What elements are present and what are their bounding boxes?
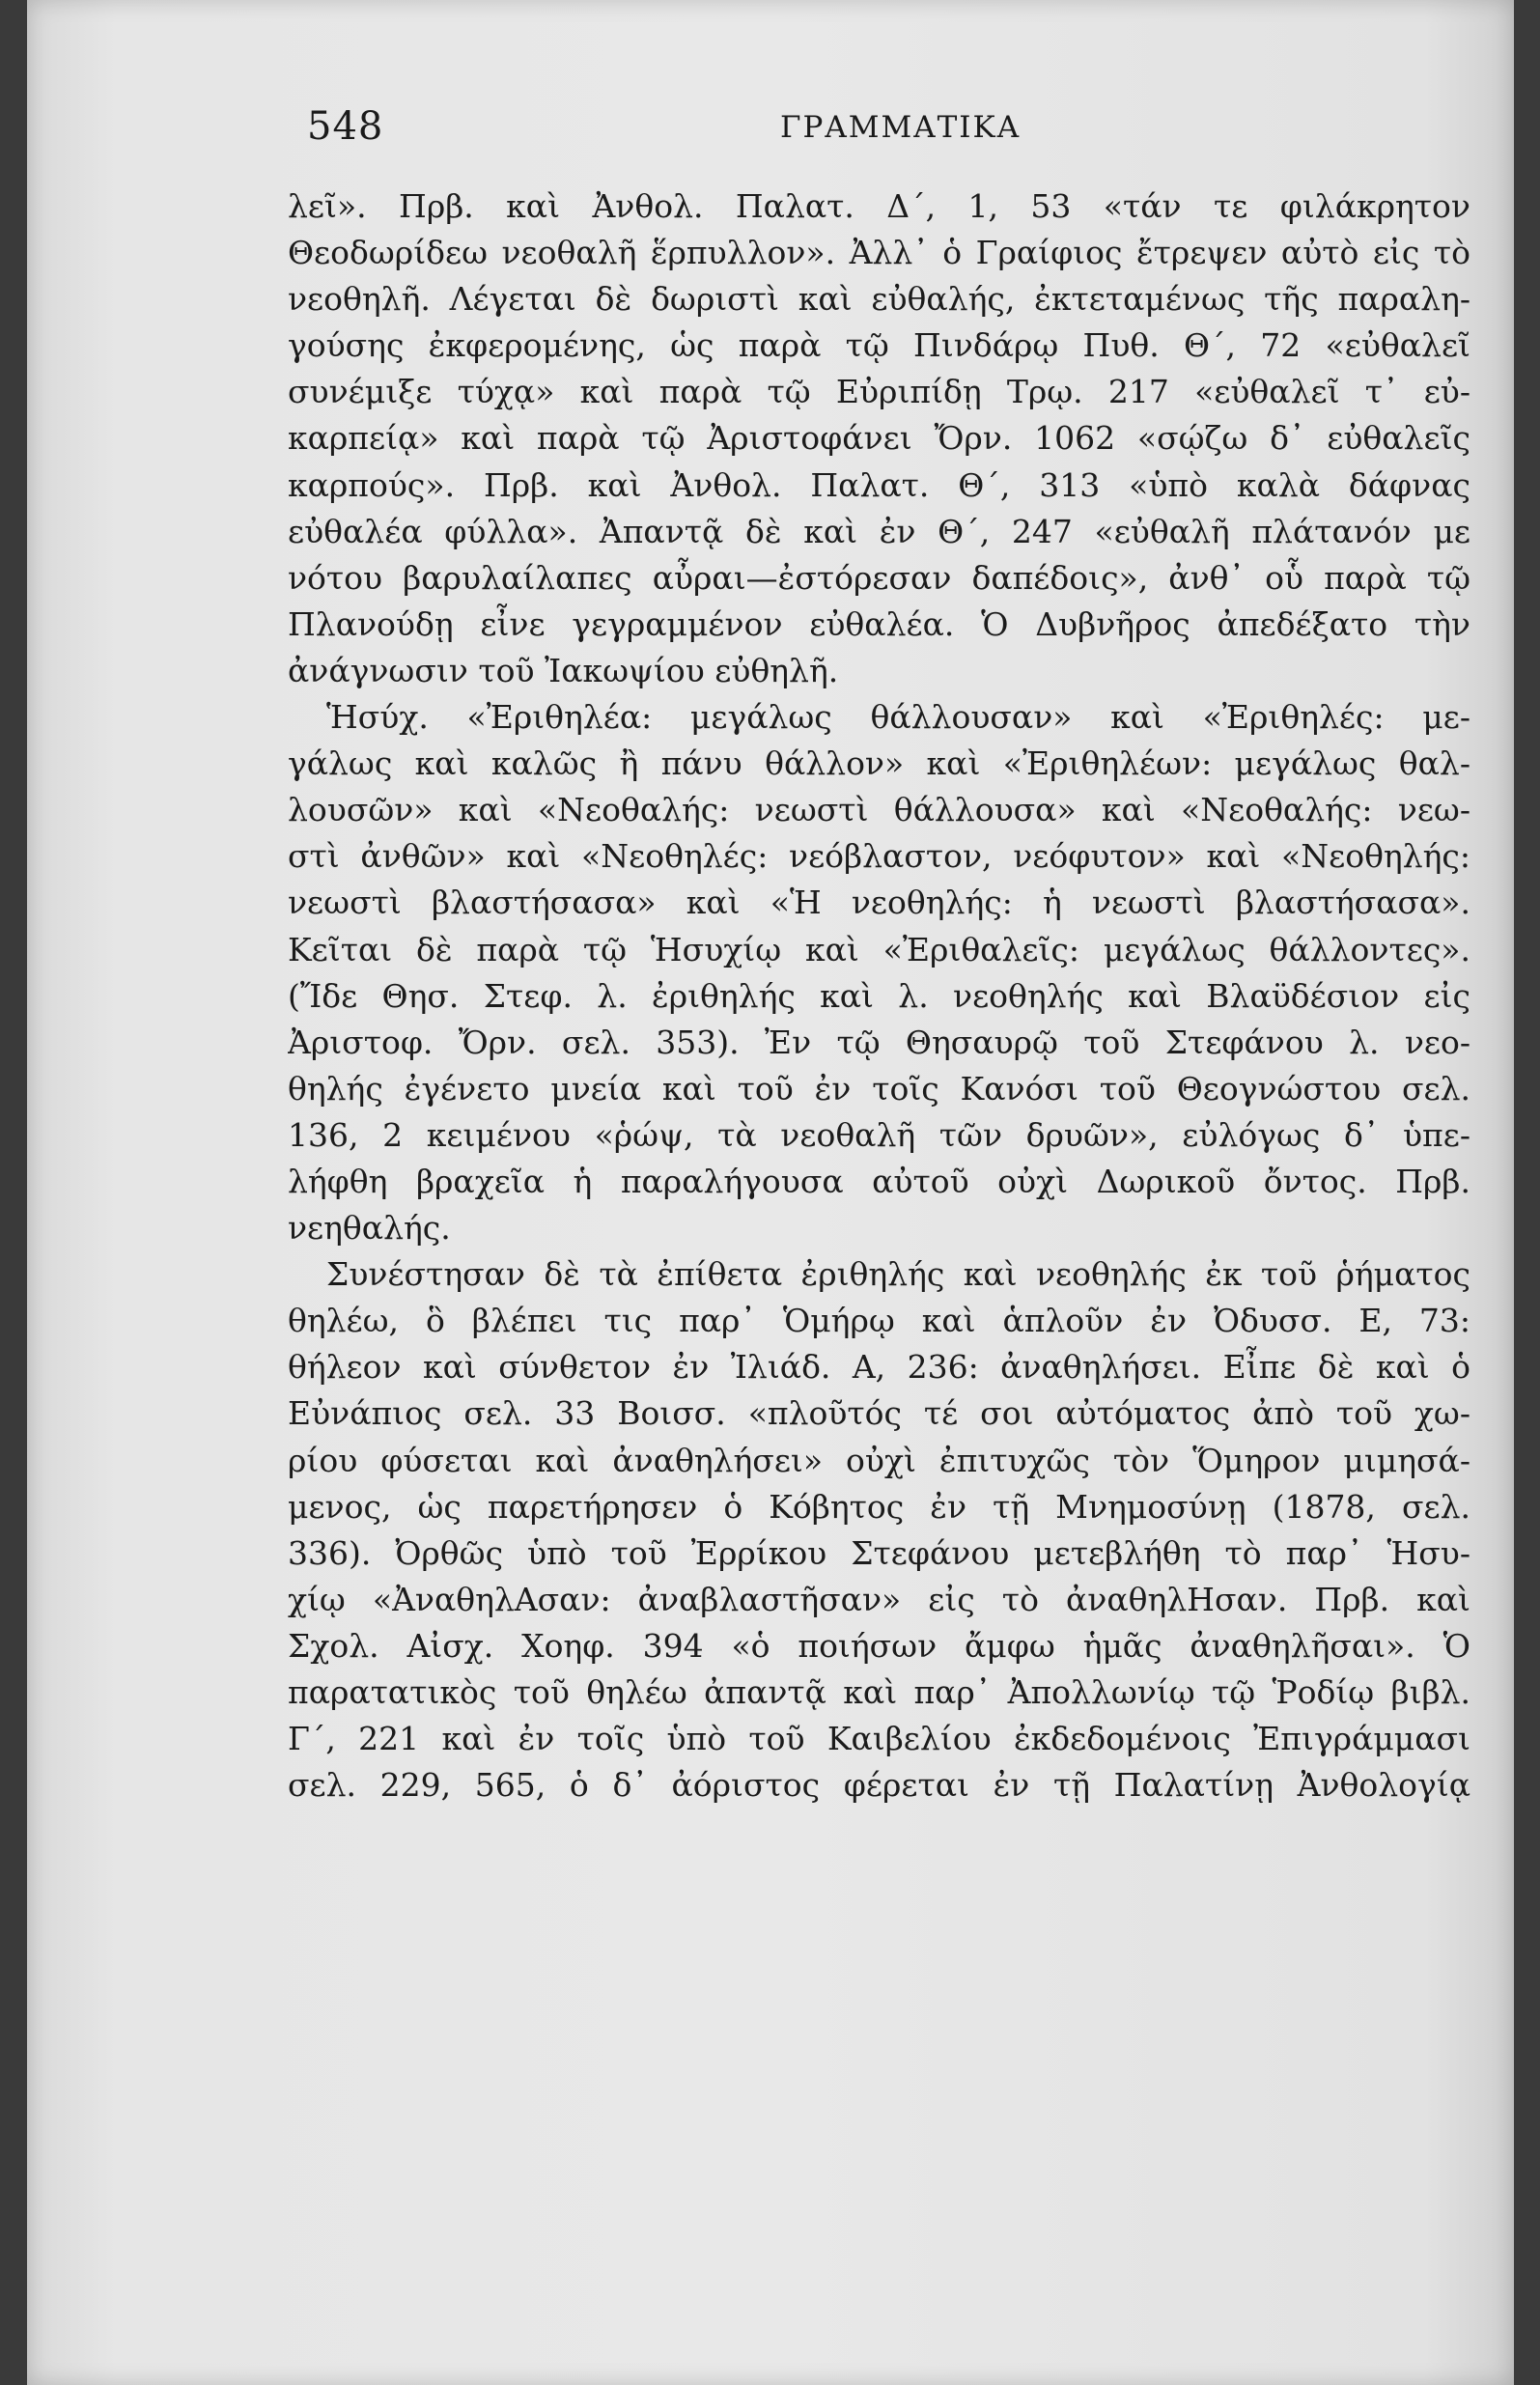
- text-line: θηλής ἐγένετο μνεία καὶ τοῦ ἐν τοῖς Κανόσι τοῦ Θεογνώστου σελ.: [288, 1069, 1470, 1108]
- text-line: ἀνάγνωσιν τοῦ Ἰακωψίου εὐθηλῆ.: [288, 651, 839, 689]
- text-line: Εὐνάπιος σελ. 33 Βοισσ. «πλοῦτός τέ σοι αὐτόματος ἀπὸ τοῦ χω-: [288, 1394, 1470, 1433]
- text-line: (Ἴδε Θησ. Στεφ. λ. ἐριθηλής καὶ λ. νεοθηλής καὶ Βλαϋδέσιον εἰς: [288, 976, 1470, 1015]
- text-line: Γ΄, 221 καὶ ἐν τοῖς ὑπὸ τοῦ Καιβελίου ἐκδεδομένοις Ἐπιγράμμασι: [288, 1720, 1470, 1758]
- text-line: λήφθη βραχεῖα ἡ παραλήγουσα αὐτοῦ οὐχὶ Δωρικοῦ ὄντος. Πρβ.: [288, 1162, 1470, 1200]
- text-line: παρατατικὸς τοῦ θηλέω ἀπαντᾷ καὶ παρ᾽ Ἀπολλωνίῳ τῷ Ῥοδίῳ βιβλ.: [288, 1673, 1470, 1711]
- text-line: νεοθηλῆ. Λέγεται δὲ δωριστὶ καὶ εὐθαλής, ἐκτεταμένως τῆς παραλη-: [288, 280, 1470, 319]
- running-title: ΓΡΑΜΜΑΤΙΚΑ: [780, 110, 1022, 145]
- text-line: Ἡσύχ. «Ἐριθηλέα: μεγάλως θάλλουσαν» καὶ «Ἐριθηλές: με-: [326, 698, 1470, 737]
- book-page: [27, 0, 1514, 2385]
- text-line: καρπείᾳ» καὶ παρὰ τῷ Ἀριστοφάνει Ὄρν. 1062 «σῴζω δ᾽ εὐθαλεῖς: [288, 419, 1470, 458]
- text-line: θηλέω, ὃ βλέπει τις παρ᾽ Ὁμήρῳ καὶ ἁπλοῦν ἐν Ὀδυσσ. Ε, 73:: [288, 1302, 1470, 1340]
- text-line: λουσῶν» καὶ «Νεοθαλής: νεωστὶ θάλλουσα» καὶ «Νεοθαλής: νεω-: [288, 791, 1470, 829]
- text-line: Σχολ. Αἰσχ. Χοηφ. 394 «ὁ ποιήσων ἄμφω ἡμᾶς ἀναθηλῆσαι». Ὁ: [288, 1626, 1470, 1665]
- text-line: ρίου φύσεται καὶ ἀναθηλήσει» οὐχὶ ἐπιτυχῶς τὸν Ὅμηρον μιμησά-: [288, 1441, 1470, 1479]
- page-header: [307, 104, 1456, 162]
- body-text: [288, 183, 1470, 1809]
- text-line: Ἀριστοφ. Ὄρν. σελ. 353). Ἐν τῷ Θησαυρῷ τοῦ Στεφάνου λ. νεο-: [288, 1023, 1470, 1061]
- text-line: συνέμιξε τύχᾳ» καὶ παρὰ τῷ Εὐριπίδῃ Τρῳ. 217 «εὐθαλεῖ τ᾽ εὐ-: [288, 373, 1470, 411]
- text-line: καρπούς». Πρβ. καὶ Ἀνθολ. Παλατ. Θ΄, 313 «ὑπὸ καλὰ δάφνας: [288, 465, 1470, 504]
- text-line: γάλως καὶ καλῶς ἢ πάνυ θάλλον» καὶ «Ἐριθηλέων: μεγάλως θαλ-: [288, 744, 1470, 783]
- text-line: Κεῖται δὲ παρὰ τῷ Ἡσυχίῳ καὶ «Ἐριθαλεῖς: μεγάλως θάλλοντες».: [288, 930, 1470, 968]
- text-line: 336). Ὀρθῶς ὑπὸ τοῦ Ἐρρίκου Στεφάνου μετεβλήθη τὸ παρ᾽ Ἡσυ-: [288, 1533, 1470, 1572]
- text-line: νεηθαλής.: [288, 1209, 451, 1248]
- text-line: 136, 2 κειμένου «ῥώψ, τὰ νεοθαλῆ τῶν δρυῶν», εὐλόγως δ᾽ ὑπε-: [288, 1115, 1470, 1154]
- page-number: 548: [307, 104, 384, 149]
- text-line: Πλανούδῃ εἶνε γεγραμμένον εὐθαλέα. Ὁ Δυβνῆρος ἀπεδέξατο τὴν: [288, 604, 1470, 643]
- text-line: στὶ ἀνθῶν» καὶ «Νεοθηλές: νεόβλαστον, νεόφυτον» καὶ «Νεοθηλής:: [288, 837, 1470, 876]
- text-line: νότου βαρυλαίλαπες αὖραι—ἐστόρεσαν δαπέδοις», ἀνθ᾽ οὗ παρὰ τῷ: [288, 558, 1470, 597]
- text-line: σελ. 229, 565, ὁ δ᾽ ἀόριστος φέρεται ἐν τῇ Παλατίνῃ Ἀνθολογίᾳ: [288, 1766, 1470, 1805]
- text-line: θήλεον καὶ σύνθετον ἐν Ἰλιάδ. Α, 236: ἀναθηλήσει. Εἶπε δὲ καὶ ὁ: [288, 1348, 1470, 1387]
- text-line: χίῳ «ἈναθηλΑσαν: ἀναβλαστῆσαν» εἰς τὸ ἀναθηλΗσαν. Πρβ. καὶ: [288, 1580, 1470, 1618]
- text-line: Συνέστησαν δὲ τὰ ἐπίθετα ἐριθηλής καὶ νεοθηλής ἐκ τοῦ ῥήματος: [326, 1255, 1470, 1294]
- text-line: μενος, ὡς παρετήρησεν ὁ Κόβητος ἐν τῇ Μνημοσύνῃ (1878, σελ.: [288, 1487, 1470, 1526]
- text-line: λεῖ». Πρβ. καὶ Ἀνθολ. Παλατ. Δ΄, 1, 53 «τάν τε φιλάκρητον: [288, 187, 1470, 225]
- text-line: Θεοδωρίδεω νεοθαλῆ ἕρπυλλον». Ἀλλ᾽ ὁ Γραίφιος ἔτρεψεν αὐτὸ εἰς τὸ: [288, 234, 1470, 272]
- text-line: γούσης ἐκφερομένης, ὡς παρὰ τῷ Πινδάρῳ Πυθ. Θ΄, 72 «εὐθαλεῖ: [288, 326, 1470, 365]
- text-line: εὐθαλέα φύλλα». Ἀπαντᾷ δὲ καὶ ἐν Θ΄, 247 «εὐθαλῆ πλάτανόν με: [288, 512, 1470, 550]
- text-line: νεωστὶ βλαστήσασα» καὶ «Ἡ νεοθηλής: ἡ νεωστὶ βλαστήσασα».: [288, 884, 1470, 922]
